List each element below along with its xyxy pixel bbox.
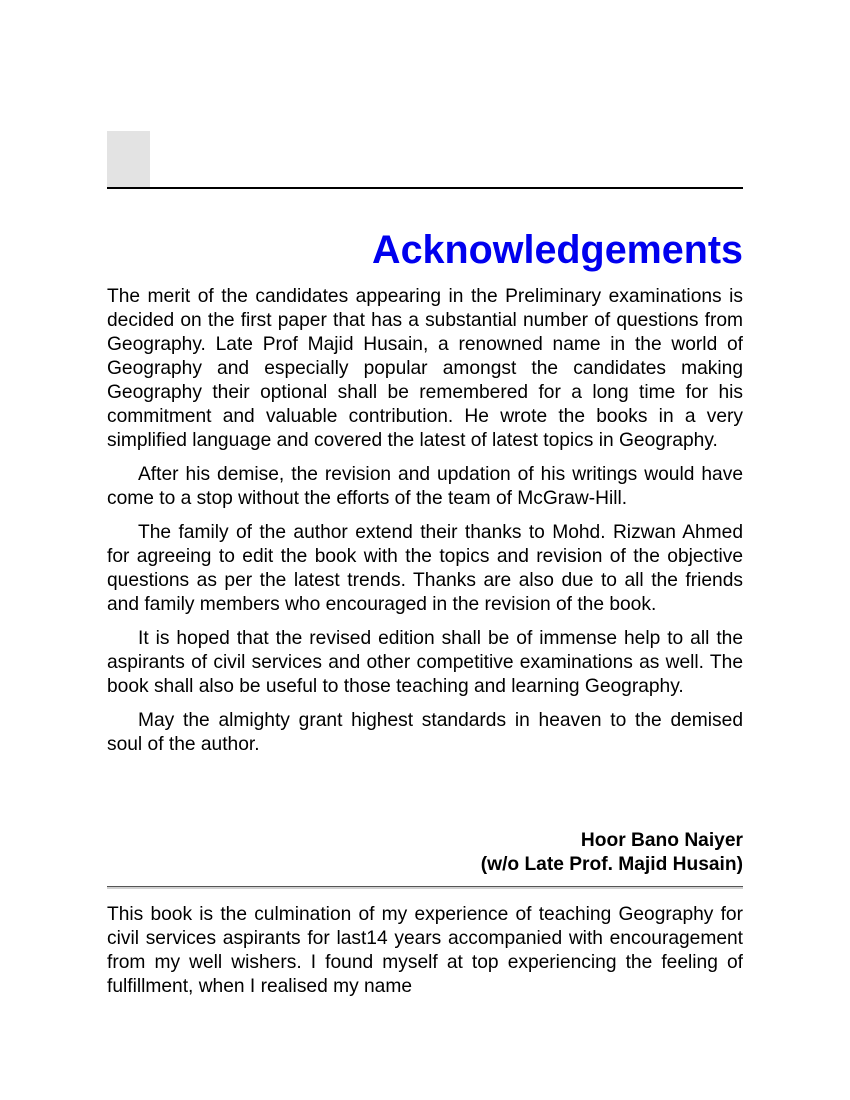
paragraph-culmination: This book is the culmination of my experience of teaching Geography for civil services aspirants for last14 years accompanied with encouragement from my well wishers. I found myself at top experiencing the feeling of fulfillment, when I realised my name <box>107 904 743 997</box>
paragraph-demise: After his demise, the revision and updation of his writings would have come to a stop without the efforts of the team of McGraw-Hill. <box>107 464 743 509</box>
paragraph-merit: The merit of the candidates appearing in the Preliminary examinations is decided on the first paper that has a substantial number of questions from Geography. Late Prof Majid Husain, a renowned name in the world of Geography and especially popular amongst the candidates making Geography their optional shall be remembered for a long time for his commitment and valuable contribution. He wrote the books in a very simplified language and covered the latest of latest topics in Geography. <box>107 286 743 451</box>
chapter-marker-box <box>107 131 150 188</box>
page-title: Acknowledgements <box>372 228 743 272</box>
acknowledgement-body <box>107 285 743 767</box>
signature-name: Hoor Bano Naiyer <box>580 830 743 851</box>
signature-block <box>107 829 743 877</box>
section-divider <box>107 886 743 889</box>
second-acknowledgement-body <box>107 903 743 1009</box>
paragraph-family-thanks: The family of the author extend their thanks to Mohd. Rizwan Ahmed for agreeing to edit the book with the topics and revision of the objective questions as per the latest trends. Thanks are also due to all the friends and family members who encouraged in the revision of the book. <box>107 522 743 615</box>
paragraph-prayer: May the almighty grant highest standards in heaven to the demised soul of the author. <box>107 710 743 755</box>
header-rule <box>107 187 743 189</box>
paragraph-hope: It is hoped that the revised edition shall be of immense help to all the aspirants of civil services and other competitive examinations as well. The book shall also be useful to those teaching and learning Geography. <box>107 628 743 697</box>
signature-relation: (w/o Late Prof. Majid Husain) <box>480 854 743 875</box>
